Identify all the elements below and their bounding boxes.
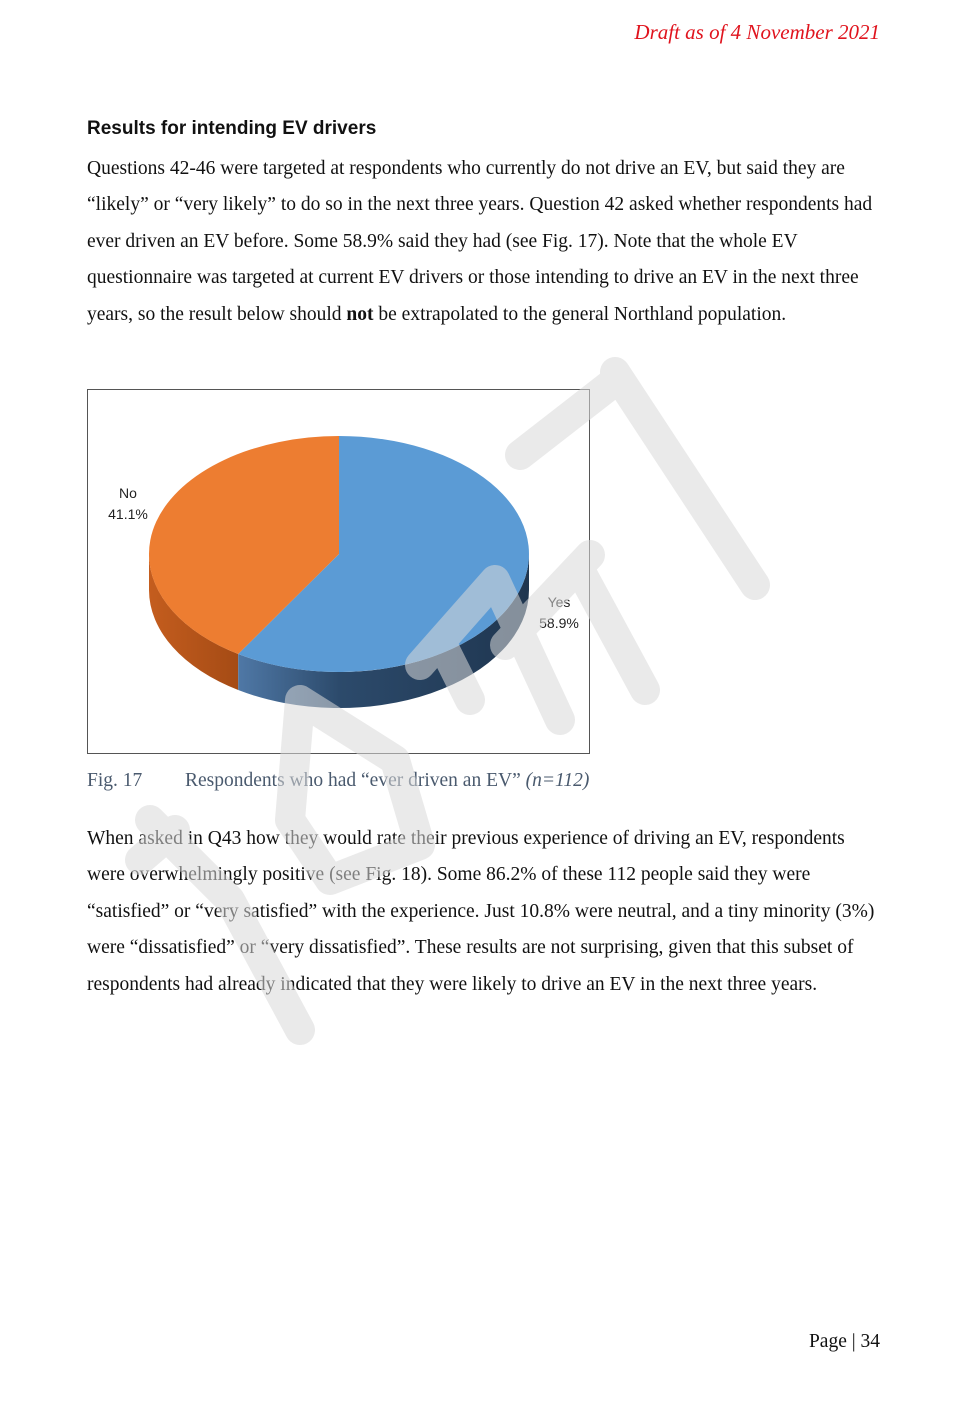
- watermark-stroke: [615, 372, 755, 585]
- figure-number: Fig. 17: [87, 770, 143, 791]
- figure-caption-text: Respondents who had “ever driven an EV”: [185, 770, 526, 791]
- pie-chart-frame: [87, 389, 590, 754]
- draft-date-header: Draft as of 4 November 2021: [634, 20, 880, 44]
- intro-bold-word: not: [346, 303, 374, 325]
- section-heading: Results for intending EV drivers: [87, 118, 377, 139]
- label-no-category: No: [119, 485, 137, 501]
- intro-text-2: be extrapolated to the general Northland population.: [373, 303, 787, 325]
- figure-caption: [87, 770, 589, 792]
- pie-chart: [88, 390, 591, 755]
- label-no-percent: 41.1%: [108, 506, 148, 522]
- results-paragraph: When asked in Q43 how they would rate their previous experience of driving an EV, respondents were overwhelmingly positive (see Fig. 18). Some 86.2% of these 112 people said they were “satisfied” or “very satisfied” with the experience. Just 10.8% were neutral, and a tiny minority (3%) were “dissatisfied” or “very dissatisfied”. These results are not surprising, given that this subset of respondents had already indicated that they were likely to drive an EV in the next three years.: [87, 828, 875, 995]
- label-yes-percent: 58.9%: [539, 615, 579, 631]
- label-yes-category: Yes: [547, 594, 571, 610]
- page-number: Page | 34: [808, 1331, 880, 1352]
- intro-paragraph: [87, 151, 887, 333]
- intro-text-1: Questions 42-46 were targeted at respondents who currently do not drive an EV, but said they are “likely” or “very likely” to do so in the next three years. Question 42 asked whether respondents had ever driven an EV before. Some 58.9% said they had (see Fig. 17). Note that the whole EV questionnaire was targeted at current EV drivers or those intending to drive an EV in the next three years, so the result below should: [87, 158, 873, 325]
- figure-caption-n: (n=112): [525, 770, 590, 791]
